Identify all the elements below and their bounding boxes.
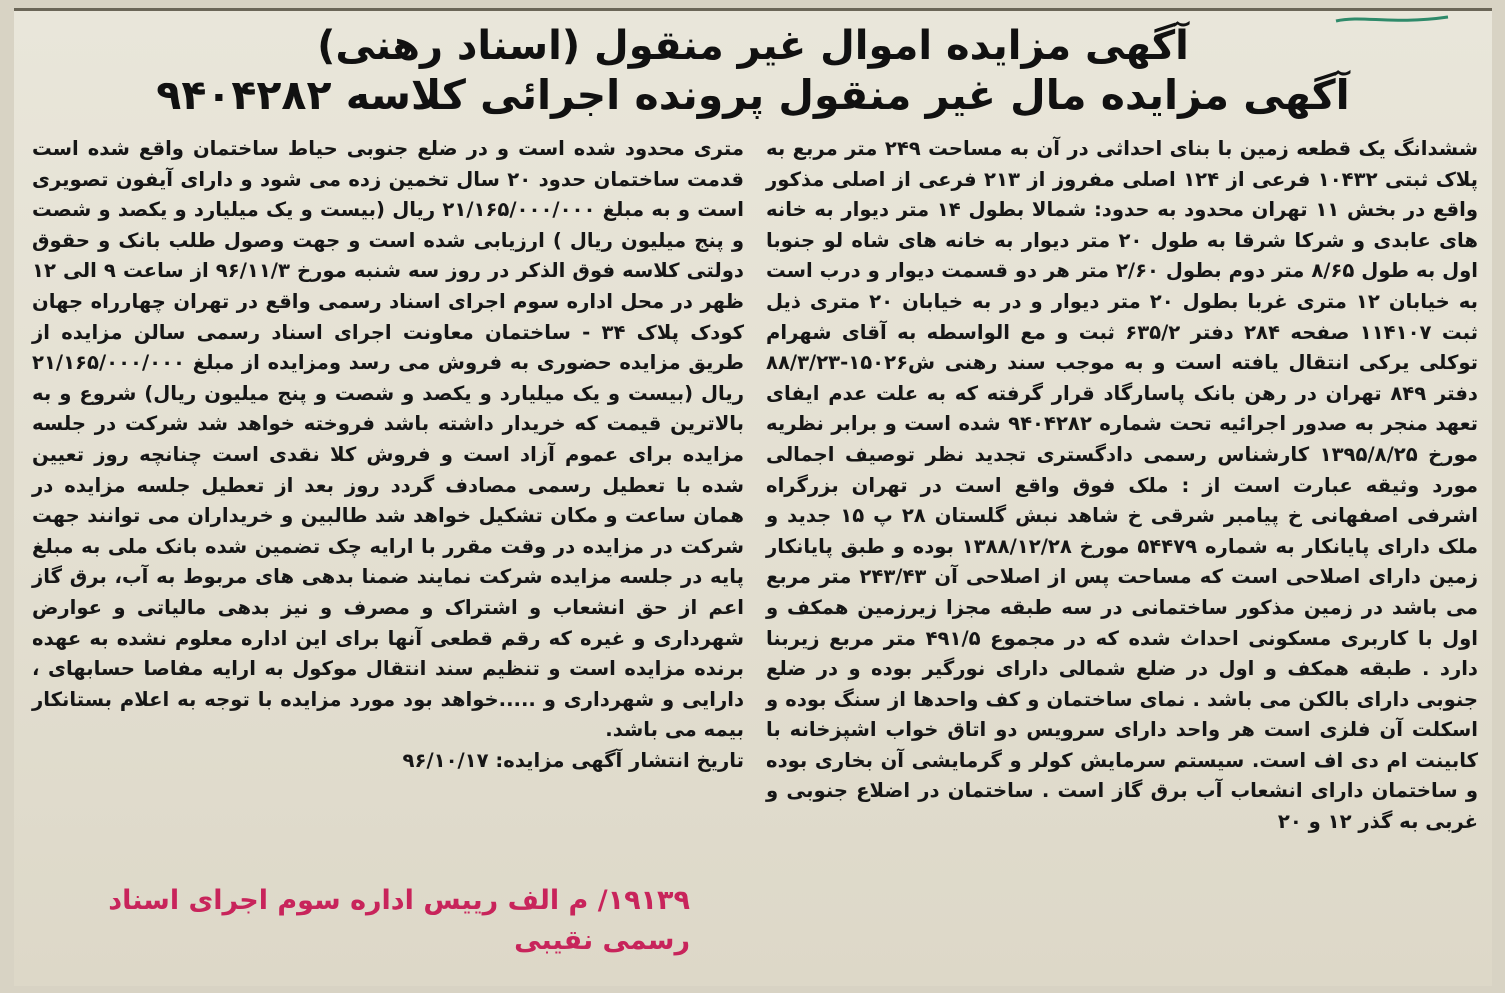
newspaper-clipping xyxy=(14,8,1492,986)
notice-body-right-column xyxy=(766,134,1478,838)
notice-title-line-1: آگهی مزایده اموال غیر منقول (اسناد رهنی) xyxy=(317,23,1189,69)
notice-body-right: ششدانگ یک قطعه زمین با بنای احداثی در آن به مساحت ۲۴۹ متر مربع به پلاک ثبتی ۱۰۴۳۲ فرعی از ۱۲۴ اصلی مفروز از ۲۱۳ فرعی از اصلی مذکور واقع در بخش ۱۱ تهران محدود به حدود: شمالا بطول ۱۴ متر دیوار به خانه های عابدی و شرکا شرقا به طول ۲۰ متر دیوار به خانه های شاه لو جنوبا اول به طول ۸/۶۵ متر دوم بطول ۲/۶۰ متر هر دو قسمت دیوار و درب است به خیابان ۱۲ متری غربا بطول ۲۰ متر دیوار و در به خیابان ۲۰ متری ذیل ثبت ۱۱۴۱۰۷ صفحه ۲۸۴ دفتر ۶۳۵/۲ ثبت و مع الواسطه به آقای شهرام توکلی یرکی انتقال یافته است و به موجب سند رهنی ش۱۵۰۲۶-۸۸/۳/۲۳ دفتر ۸۴۹ تهران در رهن بانک پاسارگاد قرار گرفته که به علت عدم ایفای تعهد منجر به صدور اجرائیه تحت شماره ۹۴۰۴۲۸۲ شده است و برابر نظریه مورخ ۱۳۹۵/۸/۲۵ کارشناس رسمی دادگستری تجدید نظر توصیف اجمالی مورد وثیقه عبارت است از : ملک فوق واقع است در تهران بزرگراه اشرفی اصفهانی خ پیامبر شرقی خ شاهد نبش گلستان ۲۸ پ ۱۵ جدید و ملک دارای پایانکار به شماره ۵۴۴۷۹ مورخ ۱۳۸۸/۱۲/۲۸ بوده و طبق پایانکار زمین دارای اصلاحی است که مساحت پس از اصلاحی آن ۲۴۳/۴۳ متر مربع می باشد در زمین مذکور ساختمانی در سه طبقه مجزا زیرزمین همکف و اول با کاربری مسکونی احداث شده که در مجموع ۴۹۱/۵ متر مربع زیربنا دارد . طبقه همکف و اول در ضلع شمالی دارای نورگیر بوده و در ضلع جنوبی دارای بالکن می باشد . نمای ساختمان و کف واحدها از سنگ بوده و اسکلت آن فلزی است هر واحد دارای سرویس دو اتاق خواب اشپزخانه با کابینت ام دی اف است. سیستم سرمایش کولر و گرمایشی آن بخاری بوده و ساختمان دارای انشعاب آب برق گاز است . ساختمان در اضلاع جنوبی و غربی به گذر ۱۲ و ۲۰ xyxy=(766,137,1479,834)
notice-body-left: متری محدود شده است و در ضلع جنوبی حیاط ساختمان واقع شده است قدمت ساختمان حدود ۲۰ سال تخمین زده می شود و دارای آیفون تصویری است و به مبلغ ۲۱/۱۶۵/۰۰۰/۰۰۰ ریال (بیست و یک میلیارد و یکصد و شصت و پنج میلیون ریال ) ارزیابی شده است و جهت وصول طلب بانک و حقوق دولتی کلاسه فوق الذکر در روز سه شنبه مورخ ۹۶/۱۱/۳ از ساعت ۹ الی ۱۲ ظهر در محل اداره سوم اجرای اسناد رسمی واقع در تهران چهارراه جهان کودک پلاک ۳۴ - ساختمان معاونت اجرای اسناد رسمی سالن مزایده از طریق مزایده حضوری به فروش می رسد ومزایده از مبلغ ۲۱/۱۶۵/۰۰۰/۰۰۰ ریال (بیست و یک میلیارد و یکصد و شصت و پنج میلیون ریال) شروع و به بالاترین قیمت که خریدار داشته باشد فروخته خواهد شد شرکت در جلسه مزایده برای عموم آزاد است و فروش کلا نقدی است چنانچه روز تعیین شده با تعطیل رسمی مصادف گردد روز بعد از تعطیل جلسه مزایده در همان ساعت و مکان تشکیل خواهد شد طالبین و خریداران می توانند جهت شرکت در مزایده در وقت مقرر با ارایه چک تضمین شده بانک ملی به مبلغ پایه در جلسه مزایده شرکت نمایند ضمنا بدهی های مربوط به آب، برق گاز اعم از حق انشعاب و اشتراک و مصرف و نیز بدهی مالیاتی و عوارض شهرداری و غیره که رقم قطعی آنها برای این اداره معلوم نشده به عهده برنده مزایده است و تنظیم سند انتقال موکول به ارایه مفاصا حسابهای ، دارایی و شهرداری و .....خواهد بود مورد مزایده با توجه به اعلام بستانکار بیمه می باشد. xyxy=(32,137,744,742)
publish-date: تاریخ انتشار آگهی مزایده: ۹۶/۱۰/۱۷ xyxy=(402,748,744,772)
notice-title-line-2: آگهی مزایده مال غیر منقول پرونده اجرائی کلاسه ۹۴۰۴۲۸۲ xyxy=(156,71,1350,119)
notice-body-left-column xyxy=(32,134,744,776)
notice-signer: ۱۹۱۳۹/ م الف رییس اداره سوم اجرای اسناد رسمی نقیبی xyxy=(108,885,690,956)
